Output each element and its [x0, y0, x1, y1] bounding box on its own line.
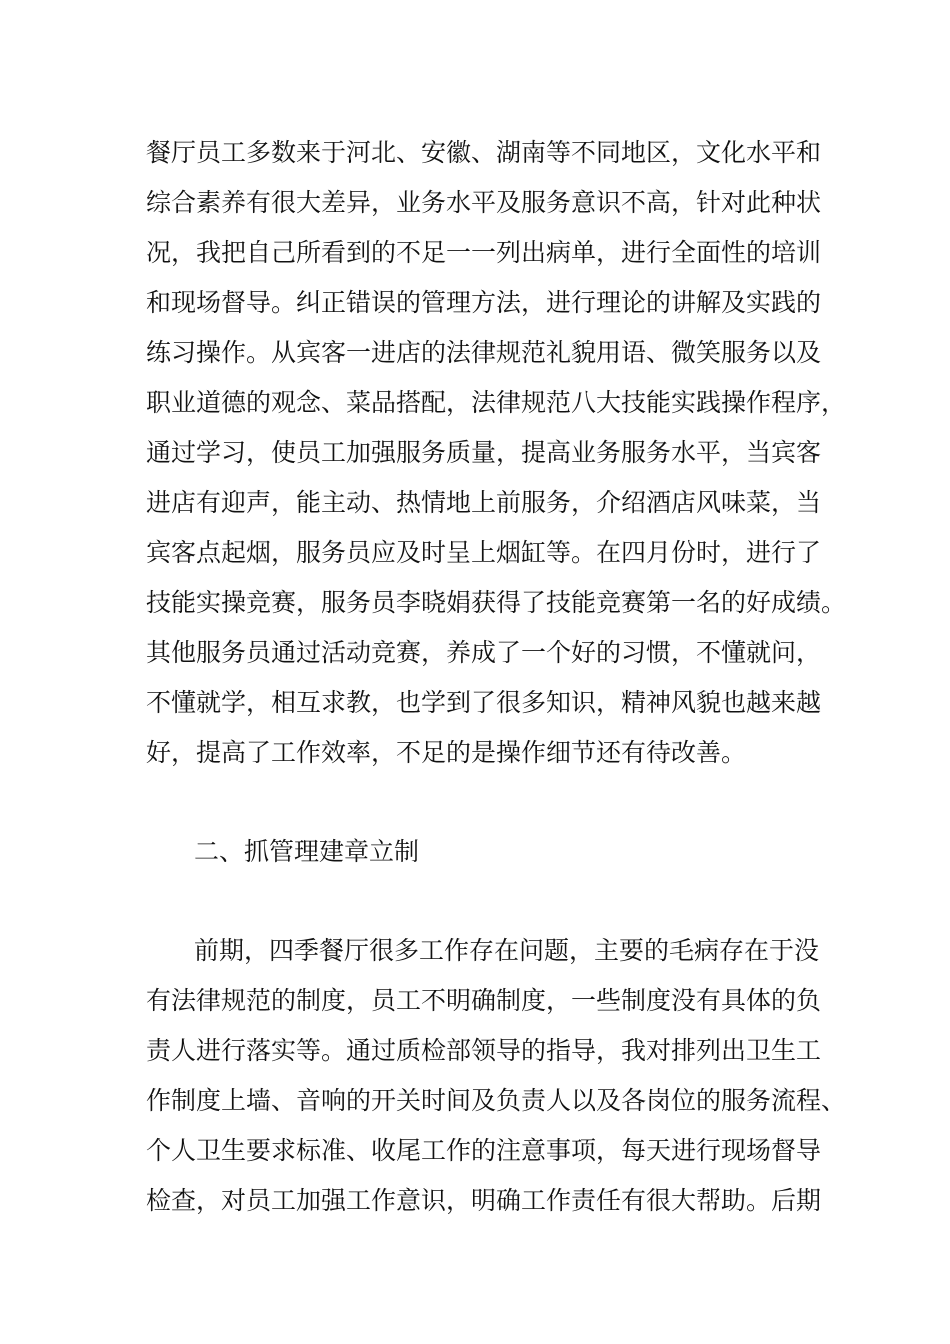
text-line: 通过学习，使员工加强服务质量，提高业务服务水平，当宾客 — [146, 438, 822, 467]
text-line: 职业道德的观念、菜品搭配，法律规范八大技能实践操作程序， — [146, 388, 847, 417]
text-line: 综合素养有很大差异，业务水平及服务意识不高，针对此种状 — [146, 188, 822, 217]
text-line: 进店有迎声，能主动、热情地上前服务，介绍酒店风味菜，当 — [146, 488, 822, 517]
text-line: 技能实操竞赛，服务员李晓娟获得了技能竞赛第一名的好成绩。 — [146, 588, 847, 617]
text-line: 宾客点起烟，服务员应及时呈上烟缸等。在四月份时，进行了 — [146, 538, 822, 567]
text-line: 餐厅员工多数来于河北、安徽、湖南等不同地区，文化水平和 — [146, 138, 822, 167]
text-line: 前期，四季餐厅很多工作存在问题，主要的毛病存在于没 — [194, 936, 820, 965]
text-line: 好，提高了工作效率，不足的是操作细节还有待改善。 — [146, 738, 747, 767]
paragraph-management-rules — [146, 926, 846, 1226]
paragraph-staff-training — [146, 128, 846, 778]
text-line: 个人卫生要求标准、收尾工作的注意事项，每天进行现场督导 — [146, 1136, 822, 1165]
text-line: 况，我把自己所看到的不足一一列出病单，进行全面性的培训 — [146, 238, 822, 267]
text-line: 责人进行落实等。通过质检部领导的指导，我对排列出卫生工 — [146, 1036, 822, 1065]
section-heading-text: 二、抓管理建章立制 — [194, 837, 420, 866]
section-heading — [194, 827, 894, 877]
text-line: 有法律规范的制度，员工不明确制度，一些制度没有具体的负 — [146, 986, 822, 1015]
text-line: 检查，对员工加强工作意识，明确工作责任有很大帮助。后期 — [146, 1186, 822, 1215]
text-line: 不懂就学，相互求教，也学到了很多知识，精神风貌也越来越 — [146, 688, 822, 717]
text-line: 练习操作。从宾客一进店的法律规范礼貌用语、微笑服务以及 — [146, 338, 822, 367]
text-line: 和现场督导。纠正错误的管理方法，进行理论的讲解及实践的 — [146, 288, 822, 317]
text-line: 作制度上墙、音响的开关时间及负责人以及各岗位的服务流程、 — [146, 1086, 847, 1115]
text-line: 其他服务员通过活动竞赛，养成了一个好的习惯，不懂就问， — [146, 638, 822, 667]
